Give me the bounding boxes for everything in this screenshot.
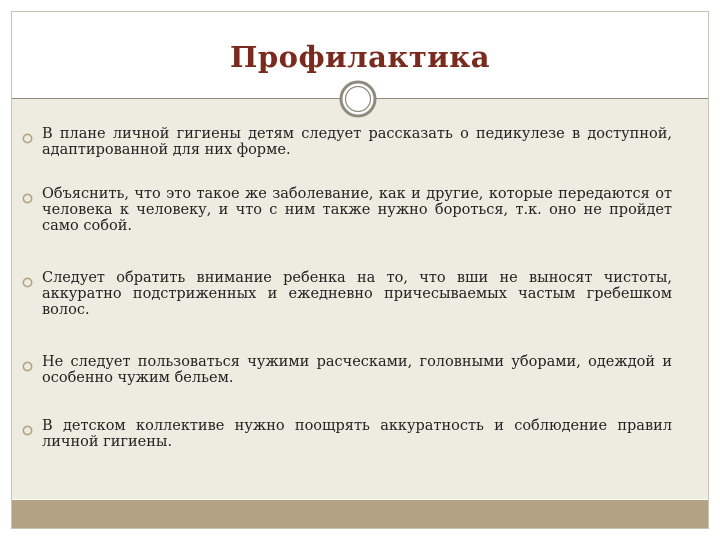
circle-ring-icon [339, 80, 377, 118]
bullet-text: Объяснить, что это такое же заболевание, как и другие, которые передаются от человека к человеку, и что с ним также нужно бороться, т.к. оно не пройдет само собой. [42, 186, 672, 234]
circle-bullet-icon [22, 133, 33, 144]
circle-bullet-icon [22, 193, 33, 204]
footer-bar [12, 500, 708, 528]
bullet-text: В плане личной гигиены детям следует рассказать о педикулезе в доступной, адаптированной для них форме. [42, 126, 672, 158]
circle-bullet-icon [22, 361, 33, 372]
bullet-text: Следует обратить внимание ребенка на то, что вши не выносят чистоты, аккуратно подстриженных и ежедневно причесываемых частым гребешком волос. [42, 270, 672, 318]
list-item [22, 186, 672, 234]
list-item [22, 270, 672, 318]
circle-bullet-icon [22, 425, 33, 436]
list-item [22, 418, 672, 450]
bullet-text: Не следует пользоваться чужими расческами, головными уборами, одеждой и особенно чужим бельем. [42, 354, 672, 386]
slide-title: Профилактика [229, 40, 491, 74]
circle-bullet-icon [22, 277, 33, 288]
bullet-text: В детском коллективе нужно поощрять аккуратность и соблюдение правил личной гигиены. [42, 418, 672, 450]
list-item [22, 354, 672, 386]
list-item [22, 126, 672, 158]
